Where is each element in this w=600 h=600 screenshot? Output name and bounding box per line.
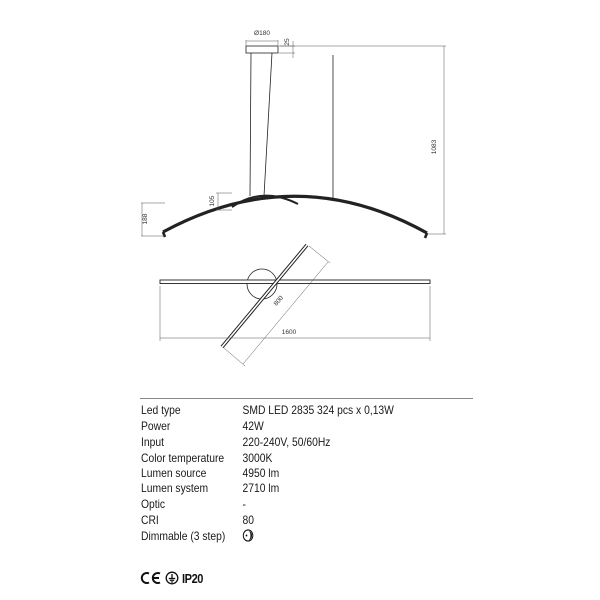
ip-rating: IP20 — [182, 570, 204, 586]
top-view-dimensions — [160, 246, 430, 366]
top-view-long-bar — [160, 280, 430, 284]
spec-label: Lumen system — [141, 481, 209, 495]
spec-row — [141, 496, 425, 512]
arc-end-right — [425, 233, 427, 238]
dim-canopy-height: 25 — [284, 38, 291, 46]
spec-label: Power — [141, 419, 171, 433]
spec-label: Lumen source — [141, 466, 207, 480]
dim-length: 1600 — [281, 329, 297, 336]
dim-arc-height: 188 — [142, 213, 149, 225]
spec-row — [141, 480, 425, 496]
spec-label: Color temperature — [141, 451, 225, 465]
spec-row — [141, 402, 425, 418]
spec-row — [141, 450, 425, 466]
dim-center-height: 105 — [209, 195, 216, 207]
suspension-cable-left — [250, 53, 251, 196]
spec-label: Led type — [141, 403, 181, 417]
side-view — [163, 46, 427, 238]
suspension-cable-right — [264, 53, 272, 196]
protection-class-icon — [165, 571, 179, 585]
spec-row — [141, 466, 425, 480]
spec-value: 80 — [242, 513, 254, 527]
spec-value — [242, 528, 424, 544]
spec-label: Optic — [141, 497, 166, 511]
spec-row — [141, 512, 425, 528]
spec-row — [141, 418, 425, 434]
spec-label: Input — [141, 435, 164, 449]
spec-divider — [140, 398, 473, 399]
dim-canopy-diameter: Ø180 — [254, 30, 270, 37]
spec-value: 4950 lm — [242, 466, 280, 480]
canopy — [246, 46, 278, 53]
spec-value: 220-240V, 50/60Hz — [242, 435, 331, 449]
dim-crossbar-length: 800 — [272, 294, 286, 308]
spec-value: - — [242, 497, 246, 511]
ce-mark-icon — [140, 571, 162, 585]
certification-marks — [140, 570, 207, 586]
dimmer-icon — [242, 529, 253, 542]
spec-value: 42W — [242, 419, 264, 433]
spec-value: 2710 lm — [242, 481, 280, 495]
spec-label: Dimmable (3 step) — [141, 529, 226, 543]
spec-row — [141, 528, 425, 544]
spec-label: CRI — [141, 513, 159, 527]
spec-table — [141, 402, 425, 544]
spec-value: 3000K — [242, 451, 273, 465]
spec-value: SMD LED 2835 324 pcs x 0,13W — [242, 403, 394, 417]
spec-row — [141, 434, 425, 450]
dim-total-height: 1083 — [431, 139, 438, 155]
side-view-dimensions — [141, 30, 446, 236]
